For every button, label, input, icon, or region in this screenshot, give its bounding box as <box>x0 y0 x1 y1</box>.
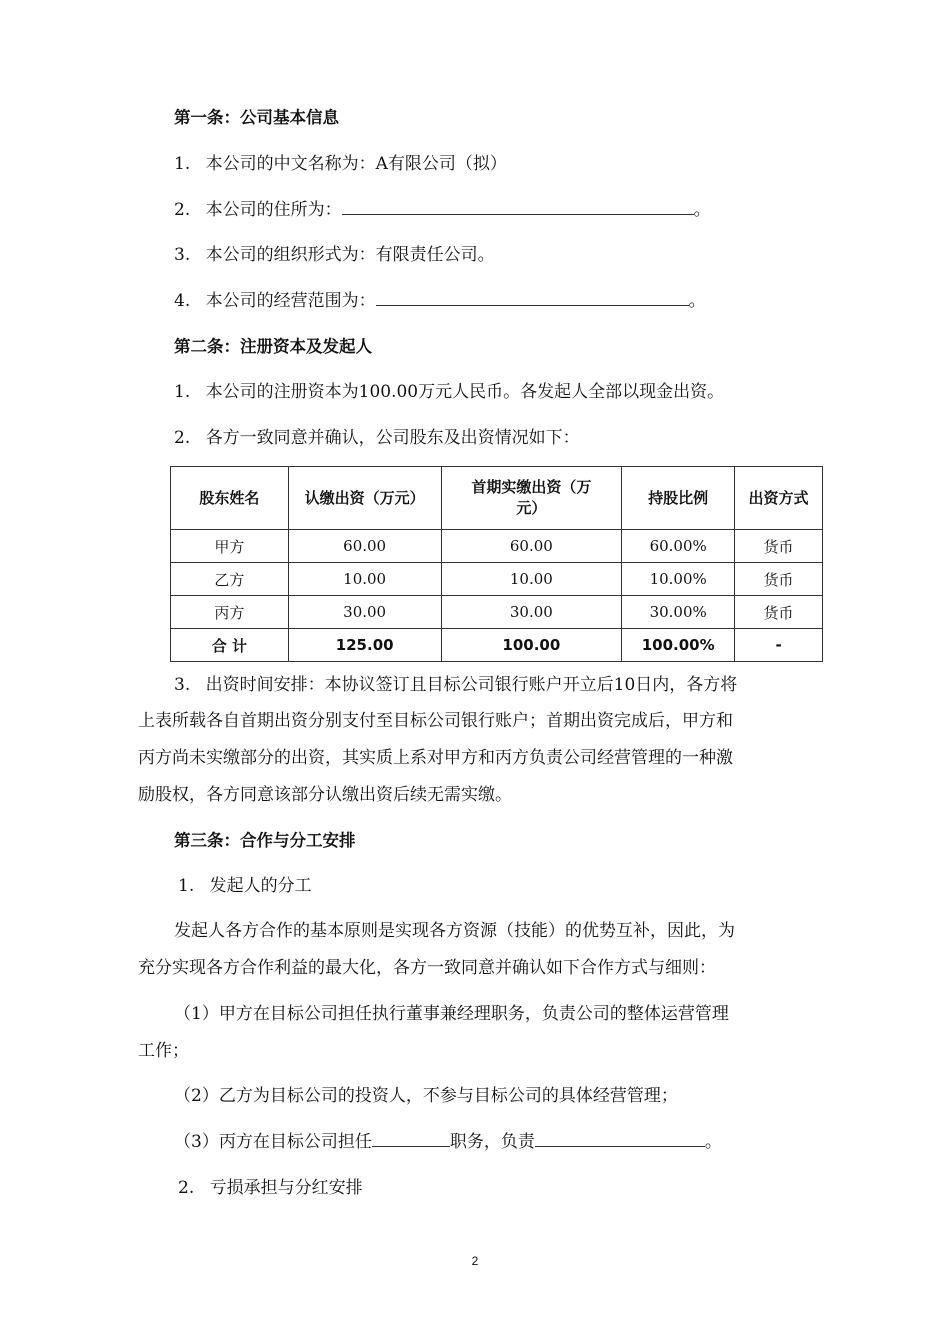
item-number: 1. <box>174 154 191 174</box>
item-text: 本公司的经营范围为： <box>205 291 376 311</box>
article-1-item-3 <box>174 243 495 267</box>
header-shareholder-name: 股东姓名 <box>171 467 289 530</box>
article-1-item-2 <box>174 198 711 222</box>
article-1-heading: 第一条：公司基本信息 <box>174 108 339 127</box>
item-text: 本公司的中文名称为：A有限公司（拟） <box>205 154 507 174</box>
article-3-heading: 第三条：合作与分工安排 <box>174 831 356 850</box>
article-3-para-line-2: 充分实现各方合作利益的最大化，各方一致同意并确认如下合作方式与细则： <box>138 958 716 978</box>
cell-method: 货币 <box>735 530 823 563</box>
cell-name: 乙方 <box>171 563 289 596</box>
article-3-sub-2: 2. 亏损承担与分红安排 <box>178 1178 363 1198</box>
clause-3: （3）丙方在目标公司担任 职务，负责 。 <box>174 1132 722 1152</box>
cell-paid: 30.00 <box>441 596 622 629</box>
item-number: 2. <box>174 428 191 448</box>
item-text: 各方一致同意并确认，公司股东及出资情况如下： <box>205 428 580 448</box>
article-2-item-2 <box>174 426 580 450</box>
article-2-item-3-line-2: 上表所载各自首期出资分别支付至目标公司银行账户；首期出资完成后，甲方和 <box>138 711 733 731</box>
cell-subscribed: 30.00 <box>288 596 441 629</box>
cell-total-subscribed: 125.00 <box>288 629 441 662</box>
article-2-item-3-line-4: 励股权，各方同意该部分认缴出资后续无需实缴。 <box>138 785 512 805</box>
clause-1-line-1: （1）甲方在目标公司担任执行董事兼经理职务，负责公司的整体运营管理 <box>174 1004 729 1024</box>
cell-paid: 10.00 <box>441 563 622 596</box>
item-text: 本公司的组织形式为：有限责任公司。 <box>205 245 495 265</box>
table-row <box>171 563 823 596</box>
table-header-row <box>171 467 823 530</box>
article-2-item-3-line-3: 丙方尚未实缴部分的出资，其实质上系对甲方和丙方负责公司经营管理的一种激 <box>138 748 733 768</box>
cell-ratio: 60.00% <box>622 530 735 563</box>
item-number: 2. <box>174 200 191 220</box>
article-2-item-3-line-1: 3. 出资时间安排：本协议签订且目标公司银行账户开立后10日内，各方将 <box>174 675 738 695</box>
cell-name: 丙方 <box>171 596 289 629</box>
article-1-item-4 <box>174 289 706 313</box>
cell-name: 甲方 <box>171 530 289 563</box>
cell-paid: 60.00 <box>441 530 622 563</box>
article-3-para-line-1: 发起人各方合作的基本原则是实现各方资源（技能）的优势互补，因此，为 <box>174 921 735 941</box>
cell-total-label: 合 计 <box>171 629 289 662</box>
item-number: 1. <box>178 876 195 896</box>
cell-total-ratio: 100.00% <box>622 629 735 662</box>
header-subscribed-capital: 认缴出资（万元） <box>288 467 441 530</box>
article-3-sub-1: 1. 发起人的分工 <box>178 876 312 896</box>
address-blank <box>342 198 694 215</box>
responsibility-blank <box>535 1130 705 1147</box>
clause-2: （2）乙方为目标公司的投资人，不参与目标公司的具体经营管理； <box>174 1086 678 1106</box>
table-total-row <box>171 629 823 662</box>
position-blank <box>372 1130 450 1147</box>
header-shareholding-ratio: 持股比例 <box>622 467 735 530</box>
page-number: 2 <box>471 1254 479 1268</box>
item-number: 3. <box>174 675 191 695</box>
cell-method: 货币 <box>735 563 823 596</box>
item-number: 1. <box>174 382 191 402</box>
cell-subscribed: 10.00 <box>288 563 441 596</box>
table-row <box>171 530 823 563</box>
cell-ratio: 30.00% <box>622 596 735 629</box>
shareholder-table <box>170 466 823 662</box>
cell-ratio: 10.00% <box>622 563 735 596</box>
item-text: 本公司的注册资本为100.00万元人民币。各发起人全部以现金出资。 <box>205 382 725 402</box>
cell-total-method: - <box>735 629 823 662</box>
header-initial-paid-capital: 首期实缴出资（万 元） <box>441 467 622 530</box>
item-tail: 。 <box>688 291 706 311</box>
article-1-item-1 <box>174 152 507 176</box>
item-number: 3. <box>174 245 191 265</box>
article-2-item-1 <box>174 380 724 404</box>
item-tail: 。 <box>693 200 711 220</box>
business-scope-blank <box>376 289 689 306</box>
header-contribution-method: 出资方式 <box>735 467 823 530</box>
cell-total-paid: 100.00 <box>441 629 622 662</box>
cell-method: 货币 <box>735 596 823 629</box>
clause-1-line-2: 工作； <box>138 1041 189 1061</box>
item-text: 本公司的住所为： <box>205 200 342 220</box>
article-2-heading: 第二条：注册资本及发起人 <box>174 337 372 356</box>
cell-subscribed: 60.00 <box>288 530 441 563</box>
item-number: 2. <box>178 1178 195 1198</box>
item-number: 4. <box>174 291 191 311</box>
table-row <box>171 596 823 629</box>
